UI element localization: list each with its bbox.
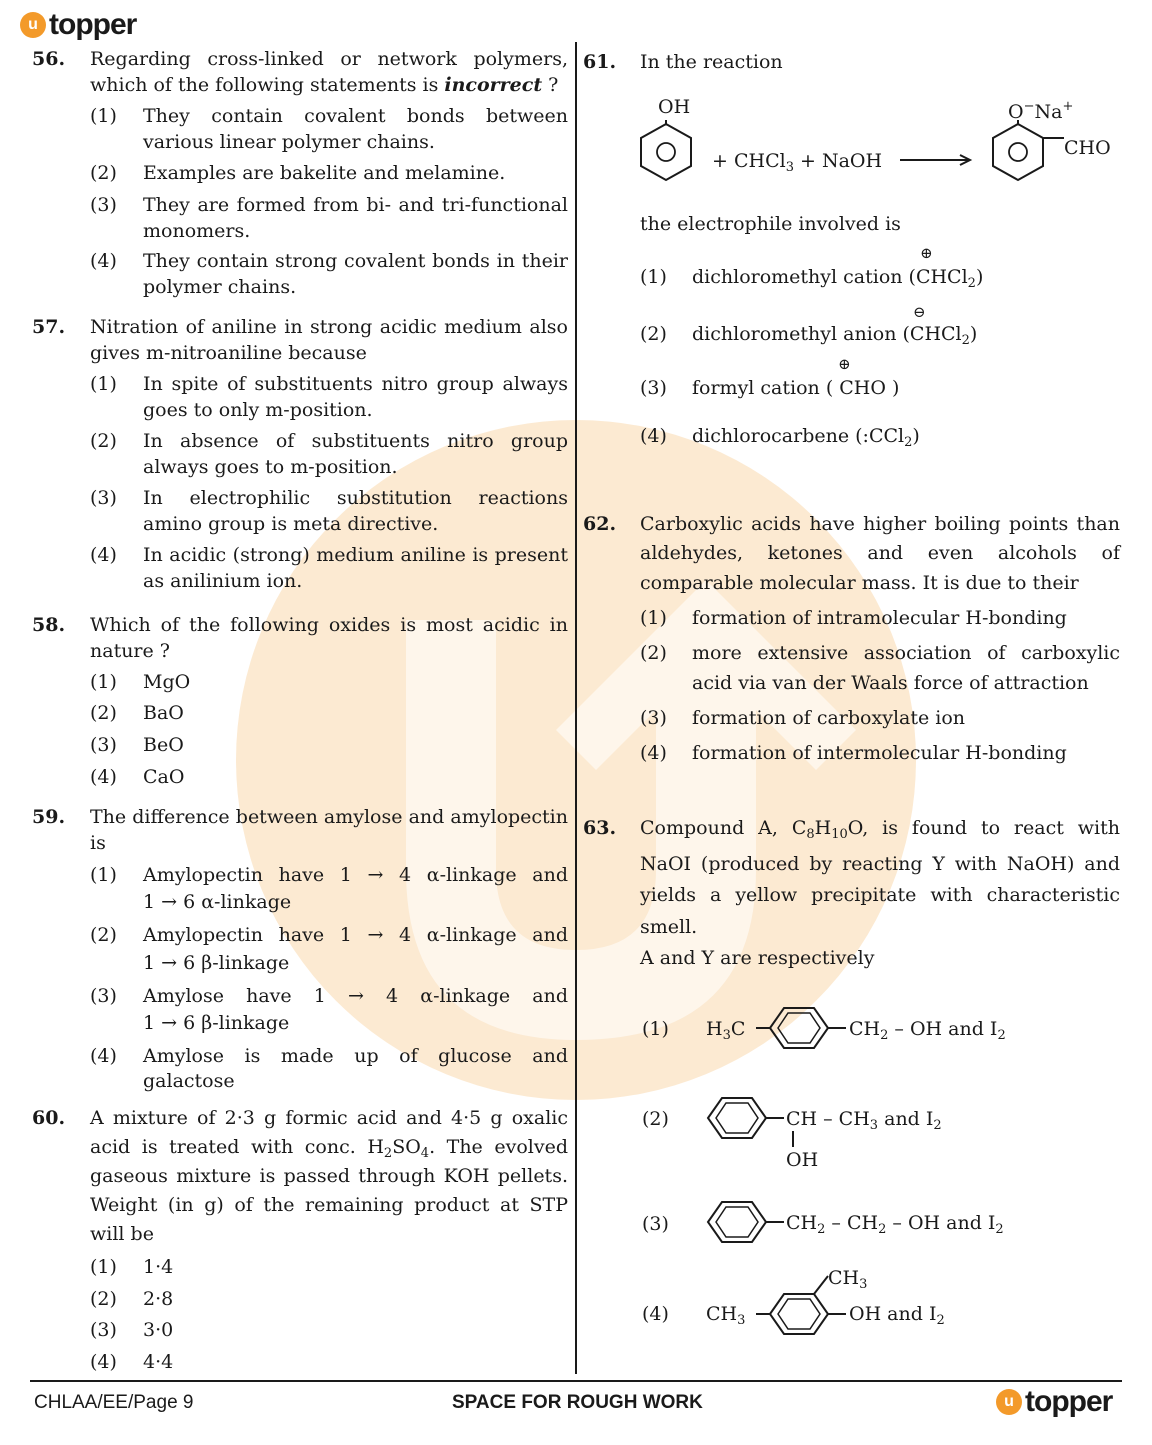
q62-opt1: formation of intramolecular H-bonding [692,607,1067,629]
q57-opt4-line2: as anilinium ion. [143,570,303,592]
q62-opt2-line2: acid via van der Waals force of attraction [692,672,1089,694]
q58-stem-line1: Which of the following oxides is most acidic in [90,614,568,636]
q63-opt1-right: $CH_2$ – OH and $I_2$ [849,1018,1006,1043]
q56-opt3-line2: monomers. [143,220,251,242]
q61-opt1: dichloromethyl cation (CHCl$_2$) [692,266,984,291]
q59-opt4-number: (4) [90,1045,117,1067]
q61-opt4: dichlorocarbene (:CCl$_2$) [692,425,920,450]
q63-opt4-top: $CH_3$ [828,1267,868,1292]
q63-opt2-oh: OH [786,1149,819,1171]
q62-opt3-number: (3) [640,707,667,729]
q57-opt4-number: (4) [90,544,117,566]
logo-badge-icon: u [20,12,46,38]
q61-reactant-oh: OH [658,96,691,118]
q63-opt3-benzene-icon [704,1198,788,1248]
q60-opt4-number: (4) [90,1351,117,1373]
q62-opt4: formation of intermolecular H-bonding [692,742,1067,764]
q57-opt1-line1: In spite of substituents nitro group always [143,373,568,395]
q61-opt2-minus-icon: ⊖ [913,303,926,321]
q58-opt4: CaO [143,766,185,788]
q63-opt2-benzene-icon [704,1094,788,1144]
q57-opt4-line1: In acidic (strong) medium aniline is present [143,544,568,566]
footer-divider [30,1380,1122,1382]
q60-number: 60. [32,1107,66,1129]
q63-opt2-number: (2) [642,1108,669,1130]
q60-opt4: 4·4 [143,1351,174,1373]
q63-opt1-benzene-icon [756,1004,850,1054]
q59-stem-line2: is [90,832,106,854]
q61-opt3-plus-icon: ⊕ [838,355,851,373]
q57-opt3-line1: In electrophilic substitution reactions [143,487,568,509]
q56-opt4-line2: polymer chains. [143,276,297,298]
q60-stem-line5: will be [90,1223,154,1245]
q58-opt3: BeO [143,734,184,756]
q62-stem-line2: aldehydes, ketones and even alcohols of [640,542,1120,564]
q60-opt2-number: (2) [90,1288,117,1310]
q57-opt2-line2: always goes to m-position. [143,456,398,478]
q56-opt4-number: (4) [90,250,117,272]
q61-opt3: formyl cation ( CHO ) [692,377,900,399]
q59-opt3-line1: Amylose have 1 → 4 α-linkage and [143,985,568,1007]
q62-opt2-number: (2) [640,642,667,664]
q56-opt1-line1: They contain covalent bonds between [143,105,568,127]
q58-number: 58. [32,614,66,636]
q58-opt2: BaO [143,702,184,724]
q61-opt2-number: (2) [640,323,667,345]
q63-stem-line5: A and Y are respectively [640,947,875,969]
q63-opt1-number: (1) [642,1018,669,1040]
header-logo [20,8,136,42]
q63-stem-line2: NaOI (produced by reacting Y with NaOH) and [640,853,1120,875]
q62-opt2-line1: more extensive association of carboxylic [692,642,1120,664]
q62-opt1-number: (1) [640,607,667,629]
q58-opt2-number: (2) [90,702,117,724]
q58-opt4-number: (4) [90,766,117,788]
q57-stem-line2: gives m-nitroaniline because [90,342,367,364]
q61-product-ona: O−Na+ [1008,99,1074,123]
q57-opt3-line2: amino group is meta directive. [143,513,439,535]
q56-stem-line1: Regarding cross-linked or network polymers, [90,48,568,70]
q63-number: 63. [583,817,617,839]
q56-opt3-line1: They are formed from bi- and tri-functional [143,194,568,216]
q58-opt3-number: (3) [90,734,117,756]
q61-electrophile-text: the electrophile involved is [640,213,901,235]
column-divider [575,42,577,1374]
q56-opt1-number: (1) [90,105,117,127]
q63-opt2-bond-line [792,1131,794,1147]
q56-opt2-line1: Examples are bakelite and melamine. [143,162,506,184]
q61-stem: In the reaction [640,51,783,73]
q58-opt1-number: (1) [90,671,117,693]
q57-opt3-number: (3) [90,487,117,509]
q59-stem-line1: The difference between amylose and amylopectin [90,806,568,828]
page-code: CHLAA/EE/Page 9 [34,1392,194,1413]
q60-stem-line3: gaseous mixture is passed through KOH pellets. [90,1165,568,1187]
q59-opt1-line1: Amylopectin have 1 → 4 α-linkage and [143,864,568,886]
q58-opt1: MgO [143,671,191,693]
q61-product-cho: CHO [1064,137,1111,159]
q61-reaction-arrow-icon [898,150,974,170]
q62-number: 62. [583,513,617,535]
q61-reagents: + CHCl$_3$ + NaOH [712,150,883,175]
q59-opt4-line1: Amylose is made up of glucose and [143,1045,568,1067]
q63-opt4-benzene-icon [756,1270,850,1340]
q60-opt3: 3·0 [143,1319,174,1341]
q60-opt3-number: (3) [90,1319,117,1341]
q62-stem-line1: Carboxylic acids have higher boiling points than [640,513,1120,535]
footer-logo-badge-icon: u [996,1389,1022,1415]
q57-opt2-number: (2) [90,430,117,452]
logo-wordmark: topper [49,8,137,41]
q60-opt1-number: (1) [90,1256,117,1278]
q61-opt3-number: (3) [640,377,667,399]
q59-opt2-number: (2) [90,924,117,946]
q63-opt3-right: $CH_2 - CH_2$ – OH and $I_2$ [786,1212,1004,1237]
q61-opt1-plus-icon: ⊕ [920,244,933,262]
q57-opt2-line1: In absence of substituents nitro group [143,430,568,452]
q62-opt4-number: (4) [640,742,667,764]
q60-stem-line2: acid is treated with conc. $H_2SO_4$. The evolved [90,1136,568,1161]
q60-stem-line1: A mixture of 2·3 g formic acid and 4·5 g oxalic [90,1107,568,1129]
q56-opt3-number: (3) [90,194,117,216]
q63-opt1-left: $H_3C$ [706,1018,746,1043]
q59-opt1-line2: 1 → 6 α-linkage [143,891,292,913]
q62-stem-line3: comparable molecular mass. It is due to their [640,572,1079,594]
q63-opt4-left: $CH_3$ [706,1303,746,1328]
q63-opt2-right: CH – $CH_3$ and $I_2$ [786,1108,942,1133]
q57-opt1-line2: goes to only m-position. [143,399,373,421]
q61-opt2: dichloromethyl anion (CHCl$_2$) [692,323,978,348]
q60-stem-line4: Weight (in g) of the remaining product at STP [90,1194,568,1216]
q63-stem-line3: yields a yellow precipitate with characteristic [640,884,1120,906]
q56-opt1-line2: various linear polymer chains. [143,131,435,153]
q57-number: 57. [32,316,66,338]
q63-opt4-right: OH and $I_2$ [849,1303,945,1328]
q61-opt4-number: (4) [640,425,667,447]
q57-opt1-number: (1) [90,373,117,395]
q61-number: 61. [583,51,617,73]
q61-opt1-number: (1) [640,266,667,288]
q62-opt3: formation of carboxylate ion [692,707,966,729]
q59-opt3-line2: 1 → 6 β-linkage [143,1012,290,1034]
rough-work-label: SPACE FOR ROUGH WORK [452,1392,703,1413]
q60-opt2: 2·8 [143,1288,174,1310]
q63-opt3-number: (3) [642,1213,669,1235]
q58-stem-line2: nature ? [90,640,170,662]
q57-stem-line1: Nitration of aniline in strong acidic medium also [90,316,568,338]
q61-product-ring-icon [988,120,1066,190]
q63-stem-line1: Compound A, $C_8H_{10}O$, is found to react with [640,817,1120,842]
q56-opt2-number: (2) [90,162,117,184]
q56-opt4-line1: They contain strong covalent bonds in their [143,250,568,272]
q60-opt1: 1·4 [143,1256,174,1278]
q63-opt4-number: (4) [642,1303,669,1325]
q59-opt2-line2: 1 → 6 β-linkage [143,952,290,974]
q63-stem-line4: smell. [640,916,698,938]
q59-opt4-line2: galactose [143,1070,235,1092]
q59-opt3-number: (3) [90,985,117,1007]
q61-phenol-ring-icon [636,120,696,190]
q59-opt2-line1: Amylopectin have 1 → 4 α-linkage and [143,924,568,946]
q59-number: 59. [32,806,66,828]
q59-opt1-number: (1) [90,864,117,886]
footer-logo-wordmark: topper [1025,1385,1113,1418]
footer-logo [996,1385,1112,1419]
q56-number: 56. [32,48,66,70]
q56-stem-line2: which of the following statements is incorrect ? [90,74,559,96]
